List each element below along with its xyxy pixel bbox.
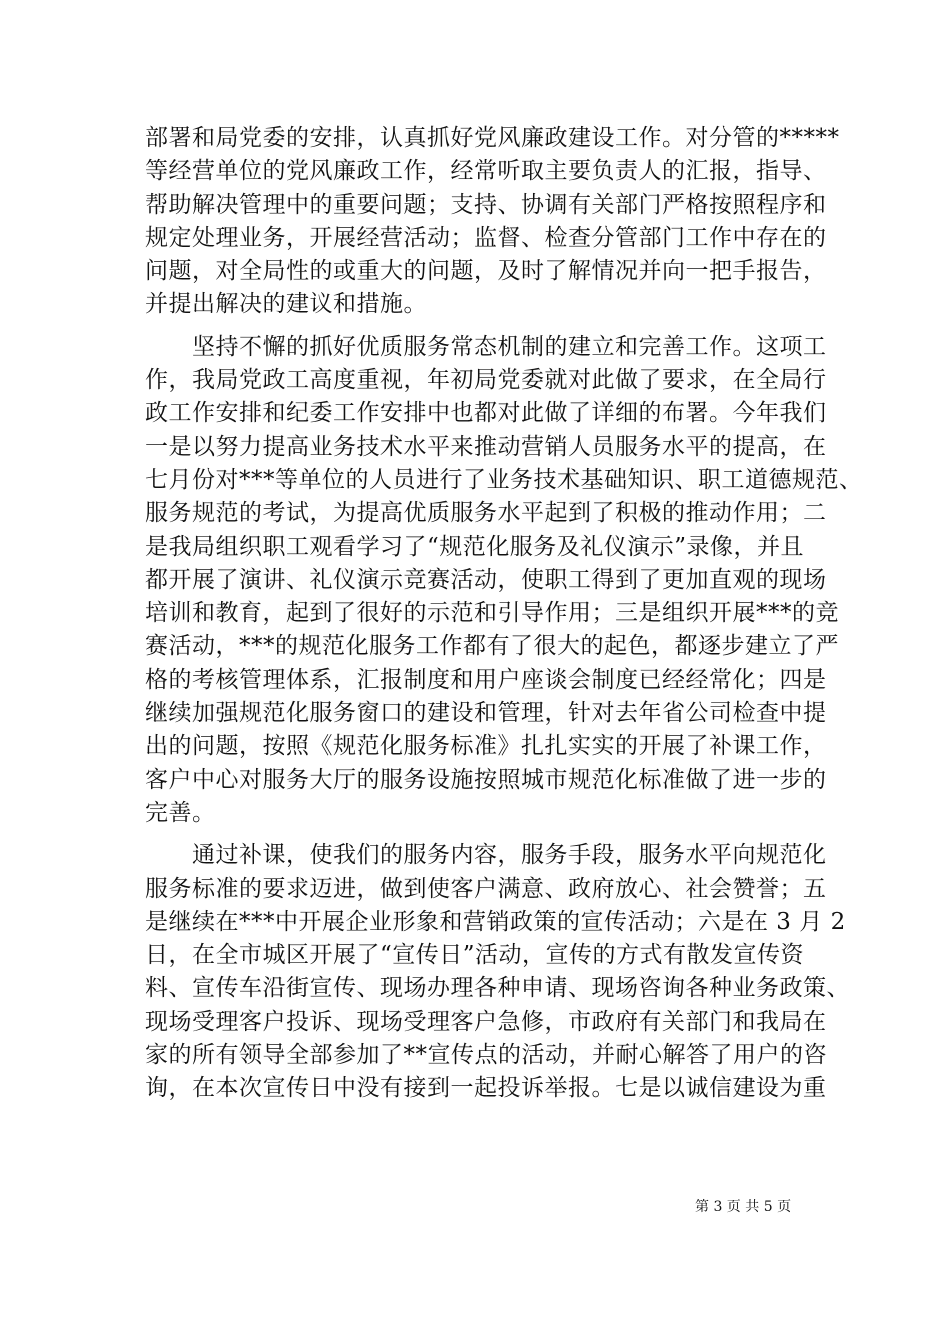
- paragraph-line: 作，我局党政工高度重视，年初局党委就对此做了要求，在全局行: [145, 367, 827, 394]
- document-body: [145, 122, 863, 1106]
- paragraph-line: 问题，对全局性的或重大的问题，及时了解情况并向一把手报告，: [145, 258, 827, 285]
- paragraph-line: 客户中心对服务大厅的服务设施按照城市规范化标准做了进一步的: [145, 766, 827, 793]
- paragraph-line: 日，在全市城区开展了“宣传日”活动，宣传的方式有散发宣传资: [145, 942, 805, 969]
- paragraph-line: 规定处理业务，开展经营活动；监督、检查分管部门工作中存在的: [145, 224, 827, 251]
- paragraph: [145, 839, 850, 1105]
- page-footer: 第 3 页 共 5 页: [695, 1199, 792, 1215]
- paragraph-line: 七月份对***等单位的人员进行了业务技术基础知识、职工道德规范、: [145, 466, 863, 493]
- paragraph-line: 现场受理客户投诉、现场受理客户急修，市政府有关部门和我局在: [145, 1008, 827, 1035]
- paragraph-line: 继续加强规范化服务窗口的建设和管理，针对去年省公司检查中提: [145, 700, 827, 727]
- paragraph-line: 一是以努力提高业务技术水平来推动营销人员服务水平的提高，在: [145, 433, 827, 460]
- paragraph: [145, 331, 863, 830]
- paragraph-line: 料、宣传车沿街宣传、现场办理各种申请、现场咨询各种业务政策、: [145, 975, 850, 1002]
- paragraph-line: 都开展了演讲、礼仪演示竞赛活动，使职工得到了更加直观的现场: [145, 566, 827, 593]
- paragraph-line: 出的问题，按照《规范化服务标准》扎扎实实的开展了补课工作，: [145, 733, 827, 760]
- paragraph-line: 政工作安排和纪委工作安排中也都对此做了详细的布署。今年我们: [145, 400, 827, 427]
- paragraph-gap: [145, 322, 810, 331]
- paragraph-line: 是我局组织职工观看学习了“规范化服务及礼仪演示”录像，并且: [145, 533, 805, 560]
- paragraph-gap: [145, 830, 810, 839]
- paragraph-line: 格的考核管理体系，汇报制度和用户座谈会制度已经经常化；四是: [145, 666, 827, 693]
- paragraph-line: 部署和局党委的安排，认真抓好党风廉政建设工作。对分管的*****: [145, 125, 840, 151]
- paragraph-line: 服务规范的考试，为提高优质服务水平起到了积极的推动作用；二: [145, 500, 827, 527]
- paragraph-line: 完善。: [145, 799, 216, 826]
- paragraph-line: 通过补课，使我们的服务内容，服务手段，服务水平向规范化: [145, 842, 827, 869]
- paragraph-line: 是继续在***中开展企业形象和营销政策的宣传活动；六是在 3 月 2: [145, 908, 846, 935]
- paragraph-line: 坚持不懈的抓好优质服务常态机制的建立和完善工作。这项工: [145, 333, 827, 360]
- paragraph-line: 培训和教育，起到了很好的示范和引导作用；三是组织开展***的竞: [145, 600, 839, 627]
- paragraph-line: 询，在本次宣传日中没有接到一起投诉举报。七是以诚信建设为重: [145, 1075, 827, 1102]
- paragraph-line: 帮助解决管理中的重要问题；支持、协调有关部门严格按照程序和: [145, 191, 827, 218]
- paragraph-line: 赛活动，***的规范化服务工作都有了很大的起色，都逐步建立了严: [145, 633, 839, 660]
- paragraph-line: 等经营单位的党风廉政工作，经常听取主要负责人的汇报，指导、: [145, 158, 827, 185]
- paragraph-line: 服务标准的要求迈进，做到使客户满意、政府放心、社会赞誉；五: [145, 875, 827, 902]
- paragraph: [145, 122, 840, 322]
- paragraph-line: 家的所有领导全部参加了**宣传点的活动，并耐心解答了用户的咨: [145, 1042, 827, 1069]
- paragraph-line: 并提出解决的建议和措施。: [145, 291, 427, 318]
